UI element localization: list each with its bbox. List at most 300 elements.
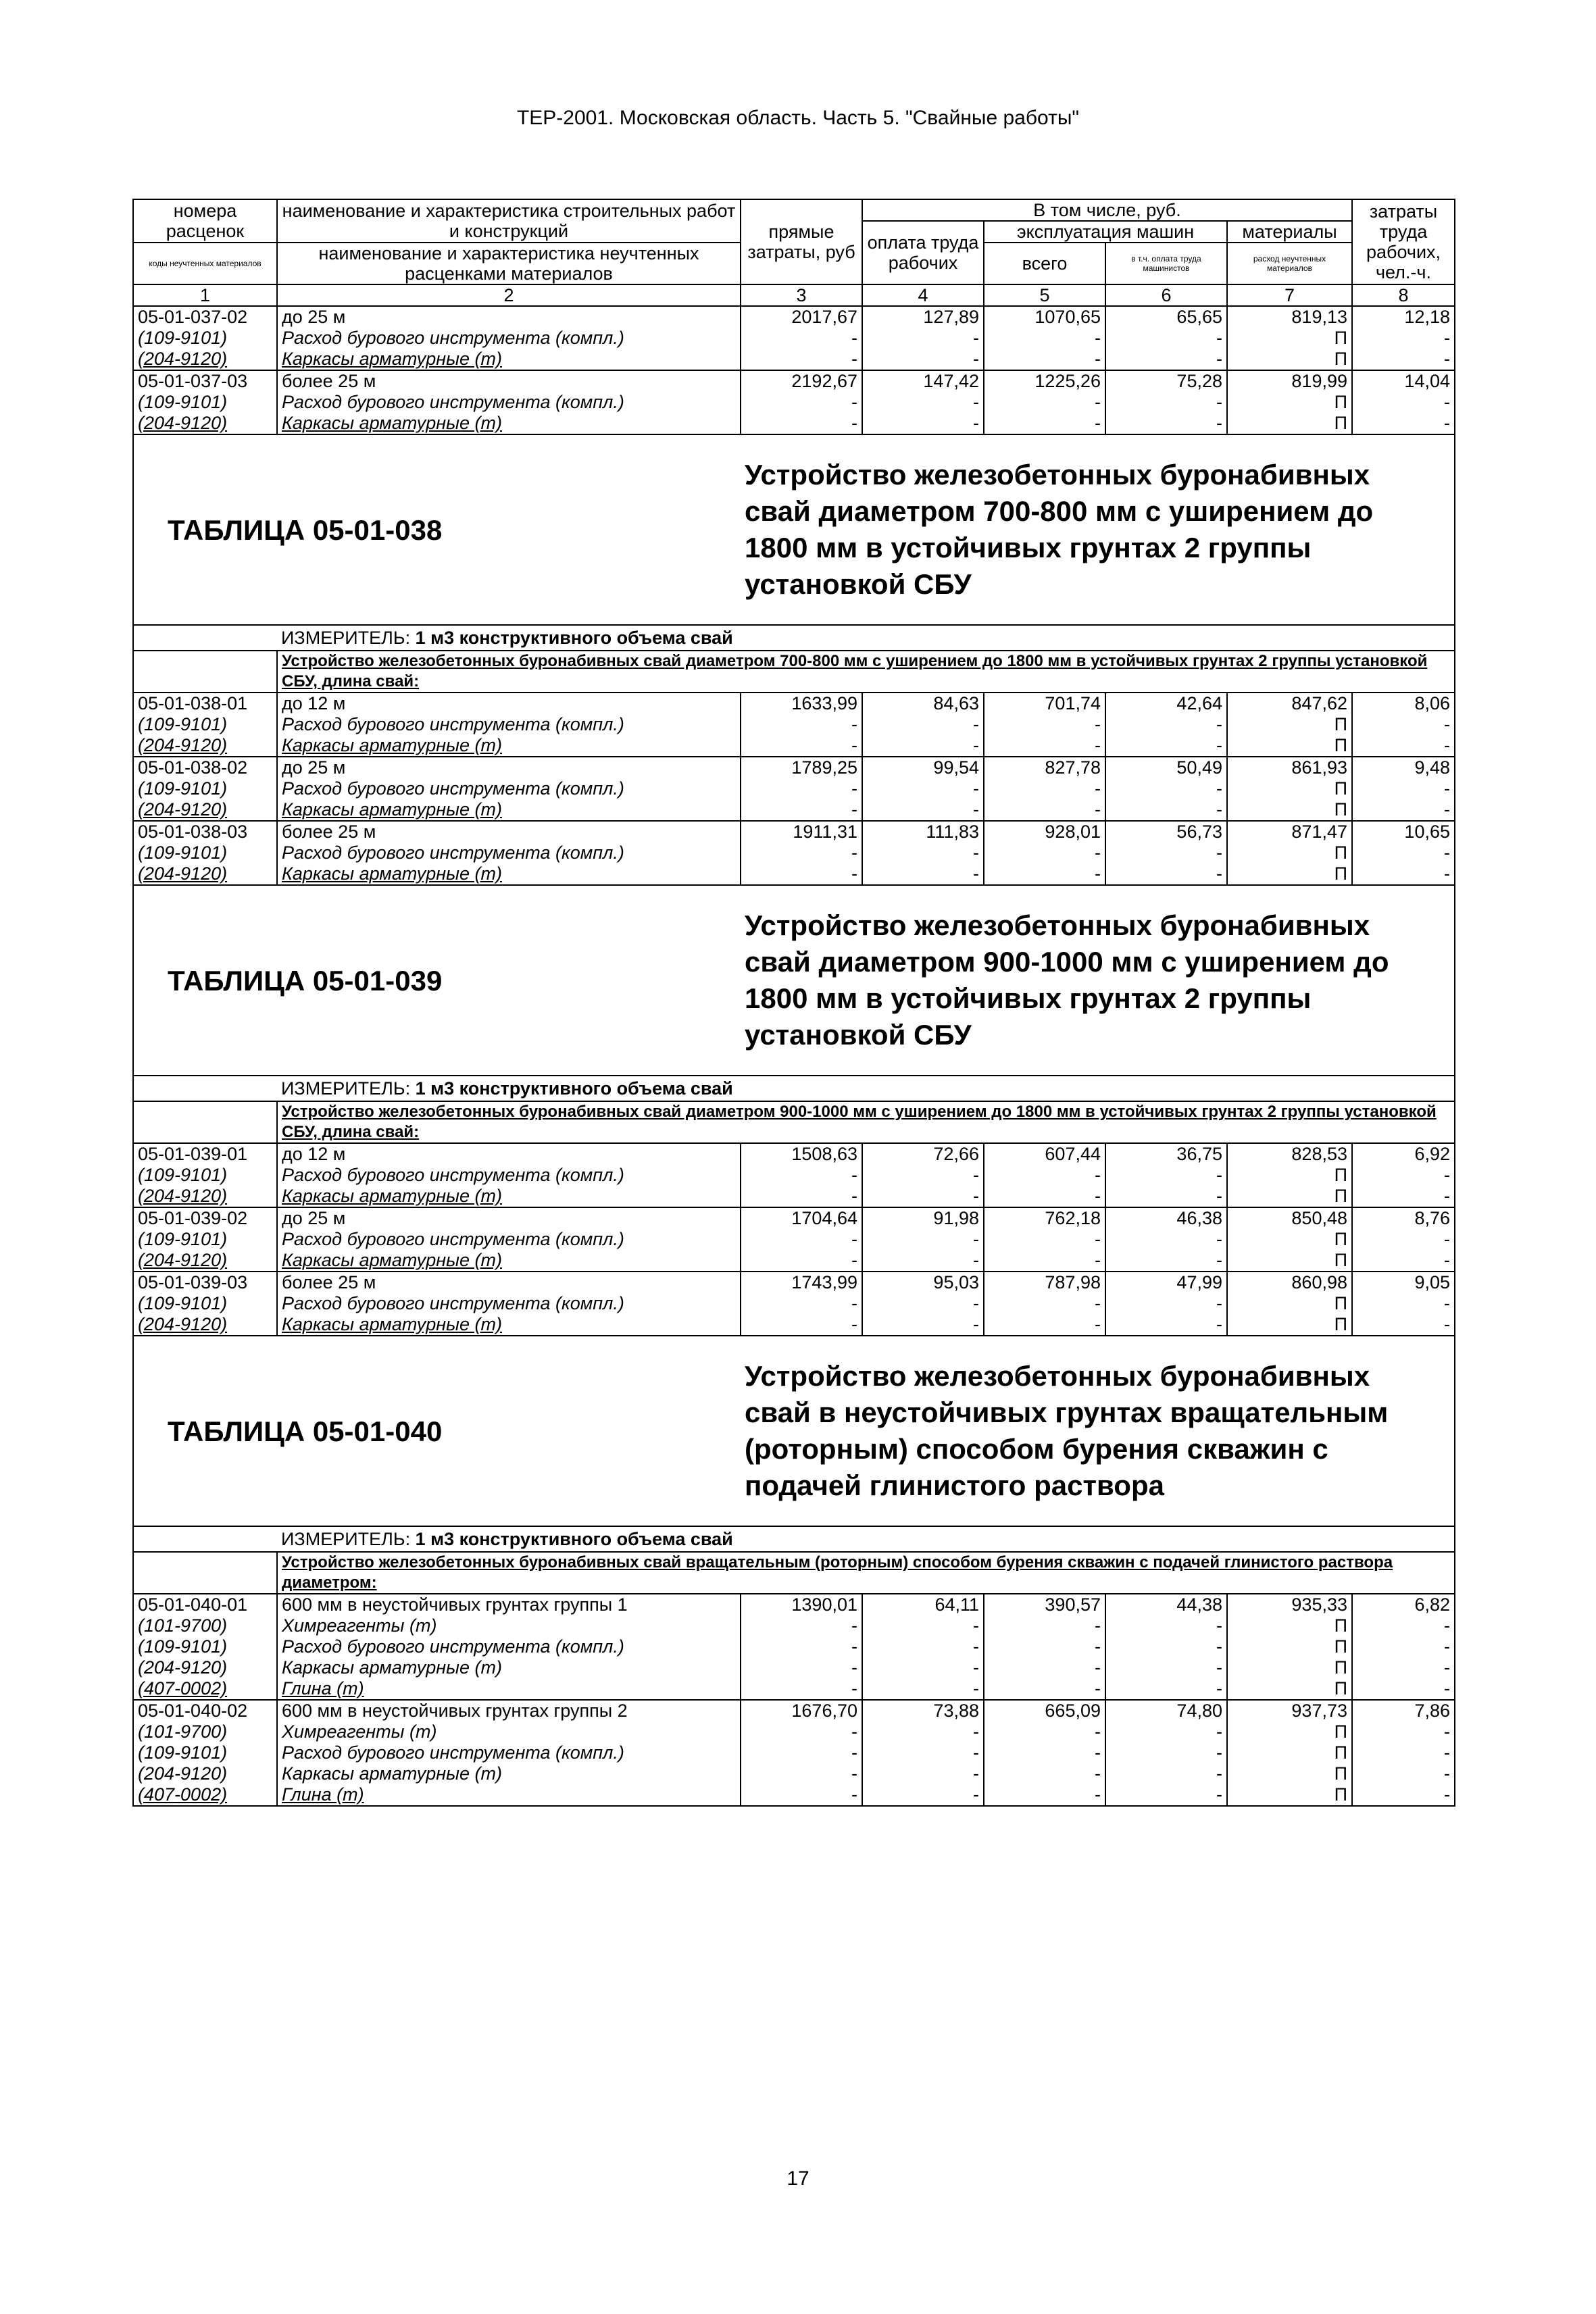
machines-total-cell: 787,98 xyxy=(984,1272,1105,1293)
name-cell: Глина (т) xyxy=(277,1678,741,1700)
name-cell: до 25 м xyxy=(277,306,741,328)
labor-pay-cell: - xyxy=(862,1657,984,1678)
group-header xyxy=(277,651,1455,693)
labor-cost-cell: - xyxy=(1352,1250,1455,1272)
code-cell: 05-01-037-02 xyxy=(133,306,277,328)
direct-cost-cell: 1508,63 xyxy=(741,1143,862,1165)
materials-cell: П xyxy=(1227,1615,1352,1636)
labor-cost-cell: - xyxy=(1352,1229,1455,1250)
code-cell: 05-01-039-03 xyxy=(133,1272,277,1293)
rate-row xyxy=(133,370,1455,392)
price-table-sheet xyxy=(132,199,1454,1807)
code-cell: 05-01-040-01 xyxy=(133,1594,277,1615)
labor-cost-cell: - xyxy=(1352,842,1455,863)
material-row xyxy=(133,1657,1455,1678)
meter-cell xyxy=(277,1076,1455,1101)
direct-cost-cell: - xyxy=(741,1763,862,1784)
materials-cell: П xyxy=(1227,842,1352,863)
direct-cost-cell: - xyxy=(741,1165,862,1186)
labor-cost-cell: - xyxy=(1352,1615,1455,1636)
header-row-1 xyxy=(133,199,1455,221)
materials-cell: 828,53 xyxy=(1227,1143,1352,1165)
name-cell: Каркасы арматурные (т) xyxy=(277,1657,741,1678)
material-row xyxy=(133,1678,1455,1700)
col-num: 7 xyxy=(1227,284,1352,306)
direct-cost-cell: - xyxy=(741,1293,862,1314)
material-row xyxy=(133,1763,1455,1784)
labor-pay-cell: - xyxy=(862,1721,984,1742)
machines-pay-cell: 46,38 xyxy=(1105,1207,1227,1229)
direct-cost-cell: 1633,99 xyxy=(741,693,862,714)
name-cell: Каркасы арматурные (т) xyxy=(277,1763,741,1784)
code-cell: (109-9101) xyxy=(133,1293,277,1314)
machines-total-cell: 701,74 xyxy=(984,693,1105,714)
name-cell: Расход бурового инструмента (компл.) xyxy=(277,1636,741,1657)
group-header-row xyxy=(133,651,1455,693)
labor-cost-cell: 6,82 xyxy=(1352,1594,1455,1615)
direct-cost-cell: - xyxy=(741,1314,862,1336)
col-machines-pay-header: в т.ч. оплата труда машинистов xyxy=(1105,243,1227,284)
meter-spacer xyxy=(133,625,277,651)
labor-pay-cell: - xyxy=(862,799,984,821)
material-row xyxy=(133,1615,1455,1636)
materials-cell: П xyxy=(1227,1186,1352,1207)
machines-total-cell: - xyxy=(984,1186,1105,1207)
materials-cell: 935,33 xyxy=(1227,1594,1352,1615)
code-cell: 05-01-038-02 xyxy=(133,757,277,778)
machines-total-cell: - xyxy=(984,714,1105,735)
material-row xyxy=(133,413,1455,434)
group-header-row xyxy=(133,1552,1455,1594)
rate-row xyxy=(133,821,1455,842)
name-cell: Расход бурового инструмента (компл.) xyxy=(277,714,741,735)
name-cell: Химреагенты (т) xyxy=(277,1721,741,1742)
machines-total-cell: - xyxy=(984,349,1105,370)
group-header-row xyxy=(133,1101,1455,1143)
col-direct-header: прямые затраты, руб xyxy=(741,199,862,284)
machines-pay-cell: - xyxy=(1105,413,1227,434)
labor-pay-cell: - xyxy=(862,392,984,413)
direct-cost-cell: 2017,67 xyxy=(741,306,862,328)
table-banner-row xyxy=(133,434,1455,625)
meter-cell xyxy=(277,1526,1455,1552)
materials-cell: П xyxy=(1227,1165,1352,1186)
machines-total-cell: - xyxy=(984,1165,1105,1186)
labor-cost-cell: - xyxy=(1352,799,1455,821)
machines-pay-cell: - xyxy=(1105,1763,1227,1784)
labor-cost-cell: - xyxy=(1352,1314,1455,1336)
material-row xyxy=(133,735,1455,757)
rate-row xyxy=(133,1594,1455,1615)
name-cell: Расход бурового инструмента (компл.) xyxy=(277,328,741,349)
code-cell: 05-01-038-01 xyxy=(133,693,277,714)
machines-total-cell: - xyxy=(984,1657,1105,1678)
code-cell: (204-9120) xyxy=(133,1763,277,1784)
labor-cost-cell: - xyxy=(1352,1721,1455,1742)
labor-pay-cell: 111,83 xyxy=(862,821,984,842)
name-cell: 600 мм в неустойчивых грунтах группы 2 xyxy=(277,1700,741,1721)
col-num: 2 xyxy=(277,284,741,306)
labor-pay-cell: - xyxy=(862,328,984,349)
meter-label: ИЗМЕРИТЕЛЬ: xyxy=(281,1528,411,1549)
name-cell: Расход бурового инструмента (компл.) xyxy=(277,1165,741,1186)
col-num: 1 xyxy=(133,284,277,306)
price-table xyxy=(132,199,1455,1807)
direct-cost-cell: - xyxy=(741,413,862,434)
materials-cell: П xyxy=(1227,1314,1352,1336)
labor-cost-cell: - xyxy=(1352,1186,1455,1207)
code-cell: (109-9101) xyxy=(133,328,277,349)
materials-cell: П xyxy=(1227,1657,1352,1678)
machines-total-cell: - xyxy=(984,1229,1105,1250)
code-cell: (109-9101) xyxy=(133,1636,277,1657)
name-cell: Каркасы арматурные (т) xyxy=(277,349,741,370)
labor-cost-cell: - xyxy=(1352,714,1455,735)
name-cell: Каркасы арматурные (т) xyxy=(277,799,741,821)
labor-cost-cell: 14,04 xyxy=(1352,370,1455,392)
machines-total-cell: - xyxy=(984,1763,1105,1784)
labor-cost-cell: - xyxy=(1352,1165,1455,1186)
group-header xyxy=(277,1552,1455,1594)
machines-pay-cell: 74,80 xyxy=(1105,1700,1227,1721)
machines-total-cell: - xyxy=(984,1636,1105,1657)
table-code: ТАБЛИЦА 05-01-040 xyxy=(133,1336,741,1526)
materials-cell: 819,13 xyxy=(1227,306,1352,328)
materials-cell: П xyxy=(1227,392,1352,413)
code-cell: (407-0002) xyxy=(133,1678,277,1700)
group-spacer xyxy=(133,1101,277,1143)
direct-cost-cell: 1390,01 xyxy=(741,1594,862,1615)
machines-total-cell: - xyxy=(984,413,1105,434)
labor-cost-cell: - xyxy=(1352,1657,1455,1678)
material-row xyxy=(133,328,1455,349)
machines-pay-cell: - xyxy=(1105,863,1227,885)
labor-cost-cell: 6,92 xyxy=(1352,1143,1455,1165)
direct-cost-cell: - xyxy=(741,392,862,413)
machines-total-cell: 1225,26 xyxy=(984,370,1105,392)
direct-cost-cell: - xyxy=(741,1250,862,1272)
rate-row xyxy=(133,693,1455,714)
code-cell: (204-9120) xyxy=(133,1314,277,1336)
labor-cost-cell: 8,06 xyxy=(1352,693,1455,714)
code-cell: (109-9101) xyxy=(133,1229,277,1250)
code-cell: (407-0002) xyxy=(133,1784,277,1806)
table-banner-row xyxy=(133,885,1455,1076)
name-cell: более 25 м xyxy=(277,1272,741,1293)
direct-cost-cell: - xyxy=(741,349,862,370)
materials-cell: П xyxy=(1227,328,1352,349)
col-machines-header: эксплуатация машин xyxy=(984,221,1227,243)
code-cell: 05-01-040-02 xyxy=(133,1700,277,1721)
machines-pay-cell: - xyxy=(1105,714,1227,735)
table-title: Устройство железобетонных буронабивных свай в неустойчивых грунтах вращательным (роторным) способом бурения скважин с подачей глинистого раствора xyxy=(741,1336,1455,1526)
direct-cost-cell: - xyxy=(741,1186,862,1207)
direct-cost-cell: - xyxy=(741,1615,862,1636)
code-cell: (204-9120) xyxy=(133,413,277,434)
col-materials-sub-header: расход неучтенных материалов xyxy=(1227,243,1352,284)
labor-cost-cell: - xyxy=(1352,1784,1455,1806)
machines-pay-cell: - xyxy=(1105,778,1227,799)
name-cell: Каркасы арматурные (т) xyxy=(277,863,741,885)
machines-total-cell: - xyxy=(984,1784,1105,1806)
materials-cell: П xyxy=(1227,735,1352,757)
code-cell: (204-9120) xyxy=(133,735,277,757)
rate-row xyxy=(133,1272,1455,1293)
materials-cell: 819,99 xyxy=(1227,370,1352,392)
machines-pay-cell: - xyxy=(1105,1615,1227,1636)
machines-total-cell: 928,01 xyxy=(984,821,1105,842)
name-cell: до 12 м xyxy=(277,1143,741,1165)
direct-cost-cell: - xyxy=(741,714,862,735)
machines-total-cell: - xyxy=(984,735,1105,757)
materials-cell: П xyxy=(1227,1678,1352,1700)
material-row xyxy=(133,778,1455,799)
labor-cost-cell: 12,18 xyxy=(1352,306,1455,328)
labor-cost-cell: - xyxy=(1352,735,1455,757)
table-code: ТАБЛИЦА 05-01-038 xyxy=(133,434,741,625)
col-machines-total-header: всего xyxy=(984,243,1105,284)
col-num: 4 xyxy=(862,284,984,306)
col-labor-pay-header: оплата труда рабочих xyxy=(862,221,984,284)
materials-cell: П xyxy=(1227,714,1352,735)
materials-cell: 860,98 xyxy=(1227,1272,1352,1293)
group-header-text: Устройство железобетонных буронабивных свай диаметром 700-800 мм с уширением до 1800 мм в устойчивых грунтах 2 группы установкой СБУ, длина свай: xyxy=(282,652,1428,690)
col-num: 8 xyxy=(1352,284,1455,306)
direct-cost-cell: 2192,67 xyxy=(741,370,862,392)
code-cell: (109-9101) xyxy=(133,778,277,799)
col-num: 5 xyxy=(984,284,1105,306)
machines-pay-cell: - xyxy=(1105,1186,1227,1207)
meter-value: 1 м3 конструктивного объема свай xyxy=(415,627,733,648)
col-num: 3 xyxy=(741,284,862,306)
code-cell: 05-01-039-01 xyxy=(133,1143,277,1165)
col-name-sub-header: наименование и характеристика неучтенных расценками материалов xyxy=(277,243,741,284)
rate-row xyxy=(133,757,1455,778)
materials-cell: П xyxy=(1227,778,1352,799)
labor-pay-cell: - xyxy=(862,1314,984,1336)
direct-cost-cell: - xyxy=(741,842,862,863)
machines-pay-cell: 50,49 xyxy=(1105,757,1227,778)
group-header-text: Устройство железобетонных буронабивных свай вращательным (роторным) способом бурения скважин с подачей глинистого раствора диаметром: xyxy=(282,1553,1393,1592)
machines-pay-cell: - xyxy=(1105,328,1227,349)
machines-pay-cell: - xyxy=(1105,1293,1227,1314)
labor-cost-cell: 10,65 xyxy=(1352,821,1455,842)
machines-pay-cell: - xyxy=(1105,392,1227,413)
machines-total-cell: 607,44 xyxy=(984,1143,1105,1165)
materials-cell: П xyxy=(1227,1229,1352,1250)
code-cell: (109-9101) xyxy=(133,1165,277,1186)
direct-cost-cell: 1743,99 xyxy=(741,1272,862,1293)
machines-pay-cell: 47,99 xyxy=(1105,1272,1227,1293)
direct-cost-cell: 1676,70 xyxy=(741,1700,862,1721)
labor-cost-cell: - xyxy=(1352,778,1455,799)
column-number-row xyxy=(133,284,1455,306)
labor-cost-cell: - xyxy=(1352,1293,1455,1314)
material-row xyxy=(133,714,1455,735)
rate-row xyxy=(133,1207,1455,1229)
page-number: 17 xyxy=(787,2167,809,2190)
machines-total-cell: - xyxy=(984,1678,1105,1700)
col-materials-header: материалы xyxy=(1227,221,1352,243)
labor-cost-cell: 9,48 xyxy=(1352,757,1455,778)
labor-pay-cell: - xyxy=(862,1636,984,1657)
meter-value: 1 м3 конструктивного объема свай xyxy=(415,1528,733,1549)
machines-total-cell: - xyxy=(984,1314,1105,1336)
meter-spacer xyxy=(133,1526,277,1552)
machines-total-cell: - xyxy=(984,842,1105,863)
labor-pay-cell: 91,98 xyxy=(862,1207,984,1229)
code-cell: (109-9101) xyxy=(133,714,277,735)
labor-cost-cell: - xyxy=(1352,1742,1455,1763)
code-cell: (101-9700) xyxy=(133,1721,277,1742)
code-cell: (204-9120) xyxy=(133,799,277,821)
name-cell: Каркасы арматурные (т) xyxy=(277,1314,741,1336)
materials-cell: П xyxy=(1227,1636,1352,1657)
name-cell: Каркасы арматурные (т) xyxy=(277,1186,741,1207)
machines-pay-cell: - xyxy=(1105,842,1227,863)
labor-cost-cell: - xyxy=(1352,413,1455,434)
name-cell: более 25 м xyxy=(277,821,741,842)
labor-cost-cell: - xyxy=(1352,1678,1455,1700)
col-name-header: наименование и характеристика строительных работ и конструкций xyxy=(277,199,741,243)
materials-cell: П xyxy=(1227,1721,1352,1742)
direct-cost-cell: - xyxy=(741,1742,862,1763)
material-row xyxy=(133,1165,1455,1186)
labor-pay-cell: - xyxy=(862,735,984,757)
machines-total-cell: - xyxy=(984,1721,1105,1742)
machines-pay-cell: 36,75 xyxy=(1105,1143,1227,1165)
machines-pay-cell: - xyxy=(1105,349,1227,370)
machines-total-cell: 762,18 xyxy=(984,1207,1105,1229)
machines-pay-cell: - xyxy=(1105,1657,1227,1678)
labor-cost-cell: - xyxy=(1352,1636,1455,1657)
rate-row xyxy=(133,1700,1455,1721)
labor-pay-cell: - xyxy=(862,778,984,799)
machines-pay-cell: - xyxy=(1105,1678,1227,1700)
name-cell: Каркасы арматурные (т) xyxy=(277,413,741,434)
labor-pay-cell: - xyxy=(862,1293,984,1314)
rate-row xyxy=(133,1143,1455,1165)
name-cell: Каркасы арматурные (т) xyxy=(277,1250,741,1272)
direct-cost-cell: - xyxy=(741,1636,862,1657)
labor-pay-cell: 84,63 xyxy=(862,693,984,714)
table-banner-row xyxy=(133,1336,1455,1526)
machines-total-cell: - xyxy=(984,1742,1105,1763)
machines-total-cell: - xyxy=(984,778,1105,799)
material-row xyxy=(133,842,1455,863)
col-labor-cost-header: затраты труда рабочих, чел.-ч. xyxy=(1352,199,1455,284)
code-cell: (204-9120) xyxy=(133,1657,277,1678)
labor-pay-cell: 99,54 xyxy=(862,757,984,778)
materials-cell: П xyxy=(1227,413,1352,434)
labor-pay-cell: 147,42 xyxy=(862,370,984,392)
direct-cost-cell: 1704,64 xyxy=(741,1207,862,1229)
material-row xyxy=(133,1636,1455,1657)
machines-total-cell: - xyxy=(984,1615,1105,1636)
name-cell: Расход бурового инструмента (компл.) xyxy=(277,1293,741,1314)
material-row xyxy=(133,1314,1455,1336)
machines-total-cell: - xyxy=(984,1293,1105,1314)
machines-pay-cell: 44,38 xyxy=(1105,1594,1227,1615)
machines-pay-cell: - xyxy=(1105,799,1227,821)
labor-pay-cell: - xyxy=(862,1742,984,1763)
labor-cost-cell: - xyxy=(1352,1763,1455,1784)
labor-cost-cell: - xyxy=(1352,392,1455,413)
labor-cost-cell: - xyxy=(1352,349,1455,370)
labor-pay-cell: 127,89 xyxy=(862,306,984,328)
labor-pay-cell: 64,11 xyxy=(862,1594,984,1615)
rate-row xyxy=(133,306,1455,328)
code-cell: 05-01-037-03 xyxy=(133,370,277,392)
code-cell: 05-01-039-02 xyxy=(133,1207,277,1229)
materials-cell: 847,62 xyxy=(1227,693,1352,714)
materials-cell: П xyxy=(1227,863,1352,885)
labor-cost-cell: - xyxy=(1352,863,1455,885)
code-cell: (109-9101) xyxy=(133,392,277,413)
labor-pay-cell: - xyxy=(862,863,984,885)
machines-pay-cell: - xyxy=(1105,1165,1227,1186)
machines-pay-cell: - xyxy=(1105,1742,1227,1763)
material-row xyxy=(133,1250,1455,1272)
code-cell: 05-01-038-03 xyxy=(133,821,277,842)
labor-pay-cell: 95,03 xyxy=(862,1272,984,1293)
machines-pay-cell: - xyxy=(1105,735,1227,757)
name-cell: более 25 м xyxy=(277,370,741,392)
name-cell: до 25 м xyxy=(277,757,741,778)
materials-cell: П xyxy=(1227,1784,1352,1806)
direct-cost-cell: 1789,25 xyxy=(741,757,862,778)
machines-pay-cell: 56,73 xyxy=(1105,821,1227,842)
machines-pay-cell: - xyxy=(1105,1636,1227,1657)
material-row xyxy=(133,349,1455,370)
materials-cell: 850,48 xyxy=(1227,1207,1352,1229)
name-cell: Расход бурового инструмента (компл.) xyxy=(277,392,741,413)
table-title: Устройство железобетонных буронабивных свай диаметром 900-1000 мм с уширением до 1800 мм в устойчивых грунтах 2 группы установкой СБУ xyxy=(741,885,1455,1076)
labor-pay-cell: - xyxy=(862,1229,984,1250)
labor-cost-cell: - xyxy=(1352,328,1455,349)
materials-cell: П xyxy=(1227,1293,1352,1314)
machines-pay-cell: - xyxy=(1105,1784,1227,1806)
machines-total-cell: 390,57 xyxy=(984,1594,1105,1615)
labor-pay-cell: - xyxy=(862,842,984,863)
material-row xyxy=(133,1293,1455,1314)
materials-cell: П xyxy=(1227,1763,1352,1784)
labor-cost-cell: 9,05 xyxy=(1352,1272,1455,1293)
name-cell: Химреагенты (т) xyxy=(277,1615,741,1636)
labor-pay-cell: 73,88 xyxy=(862,1700,984,1721)
direct-cost-cell: - xyxy=(741,778,862,799)
machines-pay-cell: - xyxy=(1105,1229,1227,1250)
direct-cost-cell: - xyxy=(741,328,862,349)
direct-cost-cell: - xyxy=(741,735,862,757)
meter-label: ИЗМЕРИТЕЛЬ: xyxy=(281,627,411,648)
labor-pay-cell: - xyxy=(862,349,984,370)
machines-pay-cell: - xyxy=(1105,1314,1227,1336)
labor-pay-cell: - xyxy=(862,714,984,735)
material-row xyxy=(133,1742,1455,1763)
machines-total-cell: - xyxy=(984,1250,1105,1272)
material-row xyxy=(133,392,1455,413)
code-cell: (109-9101) xyxy=(133,1742,277,1763)
labor-pay-cell: - xyxy=(862,1615,984,1636)
table-title: Устройство железобетонных буронабивных свай диаметром 700-800 мм с уширением до 1800 мм в устойчивых грунтах 2 группы установкой СБУ xyxy=(741,434,1455,625)
material-row xyxy=(133,1784,1455,1806)
machines-total-cell: - xyxy=(984,328,1105,349)
machines-pay-cell: 42,64 xyxy=(1105,693,1227,714)
material-row xyxy=(133,1186,1455,1207)
machines-pay-cell: 75,28 xyxy=(1105,370,1227,392)
machines-total-cell: - xyxy=(984,799,1105,821)
